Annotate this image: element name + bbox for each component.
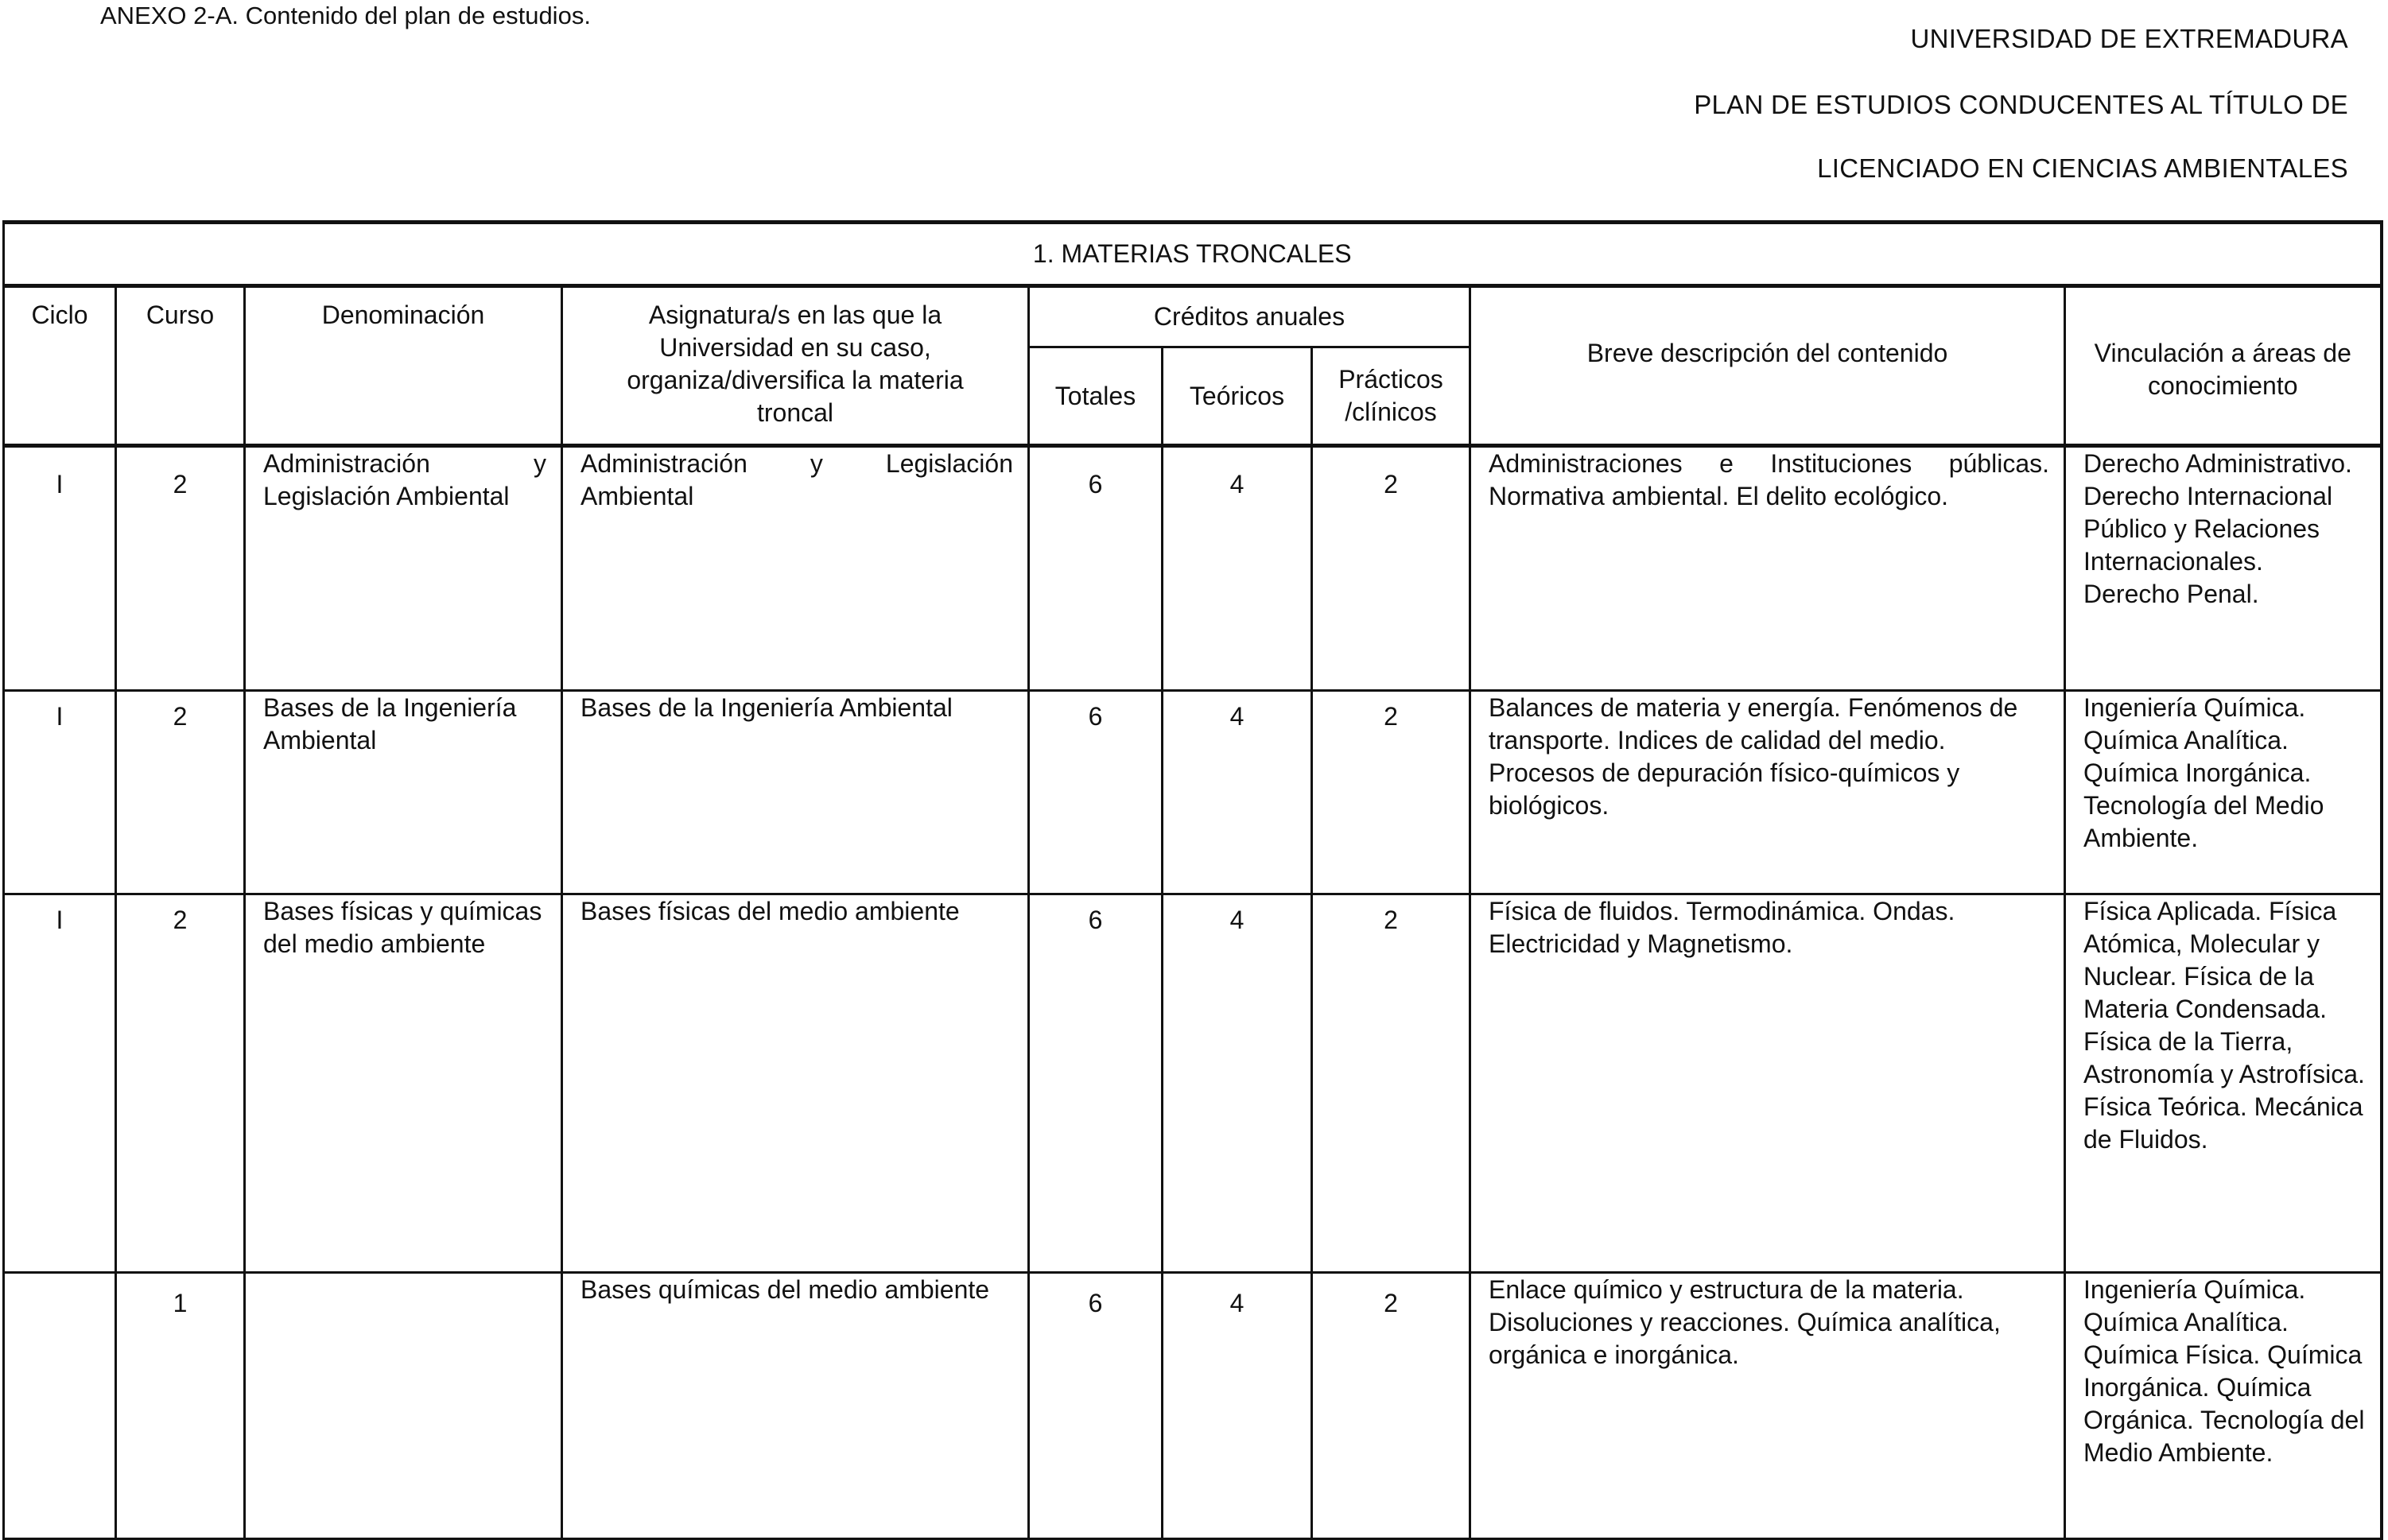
cell-descripcion: Enlace químico y estructura de la materia. Disoluciones y reacciones. Química analítica, orgánica e inorgánica. — [1470, 1273, 2065, 1539]
cell-denominacion: Administración y Legislación Ambiental — [245, 446, 562, 691]
table-title: 1. MATERIAS TRONCALES — [4, 223, 2382, 286]
cell-teoricos: 4 — [1163, 894, 1312, 1273]
table-row — [4, 1273, 2382, 1539]
cell-teoricos: 4 — [1163, 1273, 1312, 1539]
cell-vinculacion: Derecho Administrativo. Derecho Internacional Público y Relaciones Internacionales. Derecho Penal. — [2065, 446, 2382, 691]
cell-denominacion — [245, 1273, 562, 1539]
cell-denominacion: Bases físicas y químicas del medio ambiente — [245, 894, 562, 1273]
cell-totales: 6 — [1029, 894, 1163, 1273]
cell-asignatura: Administración y Legislación Ambiental — [562, 446, 1029, 691]
header-vinculacion: Vinculación a áreas de conocimiento — [2065, 286, 2382, 446]
header-denominacion: Denominación — [245, 286, 562, 446]
cell-ciclo — [4, 1273, 116, 1539]
cell-curso: 1 — [116, 1273, 245, 1539]
cell-curso: 2 — [116, 446, 245, 691]
header-totales: Totales — [1029, 347, 1163, 446]
plan-title-line-1: PLAN DE ESTUDIOS CONDUCENTES AL TÍTULO DE — [1694, 90, 2348, 119]
cell-asignatura: Bases de la Ingeniería Ambiental — [562, 691, 1029, 894]
cell-totales: 6 — [1029, 1273, 1163, 1539]
cell-teoricos: 4 — [1163, 691, 1312, 894]
header-descripcion: Breve descripción del contenido — [1470, 286, 2065, 446]
annex-heading: ANEXO 2-A. Contenido del plan de estudios. — [100, 2, 591, 29]
header-asignatura: Asignatura/s en las que la Universidad en su caso, organiza/diversifica la materia troncal — [562, 286, 1029, 446]
table-row — [4, 446, 2382, 691]
cell-curso: 2 — [116, 691, 245, 894]
header-curso: Curso — [116, 286, 245, 446]
cell-asignatura: Bases químicas del medio ambiente — [562, 1273, 1029, 1539]
plan-title-line-2: LICENCIADO EN CIENCIAS AMBIENTALES — [1817, 153, 2348, 183]
cell-descripcion: Física de fluidos. Termodinámica. Ondas. Electricidad y Magnetismo. — [1470, 894, 2065, 1273]
cell-descripcion: Administraciones e Instituciones públicas. Normativa ambiental. El delito ecológico. — [1470, 446, 2065, 691]
cell-totales: 6 — [1029, 691, 1163, 894]
university-name: UNIVERSIDAD DE EXTREMADURA — [1910, 24, 2348, 53]
cell-practicos: 2 — [1312, 691, 1470, 894]
header-creditos-anuales: Créditos anuales — [1029, 286, 1470, 347]
cell-curso: 2 — [116, 894, 245, 1273]
cell-vinculacion: Ingeniería Química. Química Analítica. Química Inorgánica. Tecnología del Medio Ambiente. — [2065, 691, 2382, 894]
materias-troncales-table — [2, 220, 2383, 1540]
header-practicos: Prácticos /clínicos — [1312, 347, 1470, 446]
cell-totales: 6 — [1029, 446, 1163, 691]
cell-denominacion: Bases de la Ingeniería Ambiental — [245, 691, 562, 894]
cell-practicos: 2 — [1312, 894, 1470, 1273]
cell-practicos: 2 — [1312, 1273, 1470, 1539]
cell-teoricos: 4 — [1163, 446, 1312, 691]
header-teoricos: Teóricos — [1163, 347, 1312, 446]
cell-vinculacion: Ingeniería Química. Química Analítica. Química Física. Química Inorgánica. Química Orgánica. Tecnología del Medio Ambiente. — [2065, 1273, 2382, 1539]
cell-vinculacion: Física Aplicada. Física Atómica, Molecular y Nuclear. Física de la Materia Condensada. Física de la Tierra, Astronomía y Astrofísica. Física Teórica. Mecánica de Fluidos. — [2065, 894, 2382, 1273]
cell-ciclo: I — [4, 691, 116, 894]
cell-ciclo: I — [4, 446, 116, 691]
header-ciclo: Ciclo — [4, 286, 116, 446]
cell-asignatura: Bases físicas del medio ambiente — [562, 894, 1029, 1273]
cell-descripcion: Balances de materia y energía. Fenómenos de transporte. Indices de calidad del medio. Procesos de depuración físico-químicos y biológicos. — [1470, 691, 2065, 894]
cell-practicos: 2 — [1312, 446, 1470, 691]
cell-ciclo: I — [4, 894, 116, 1273]
table-row — [4, 691, 2382, 894]
table-row — [4, 894, 2382, 1273]
